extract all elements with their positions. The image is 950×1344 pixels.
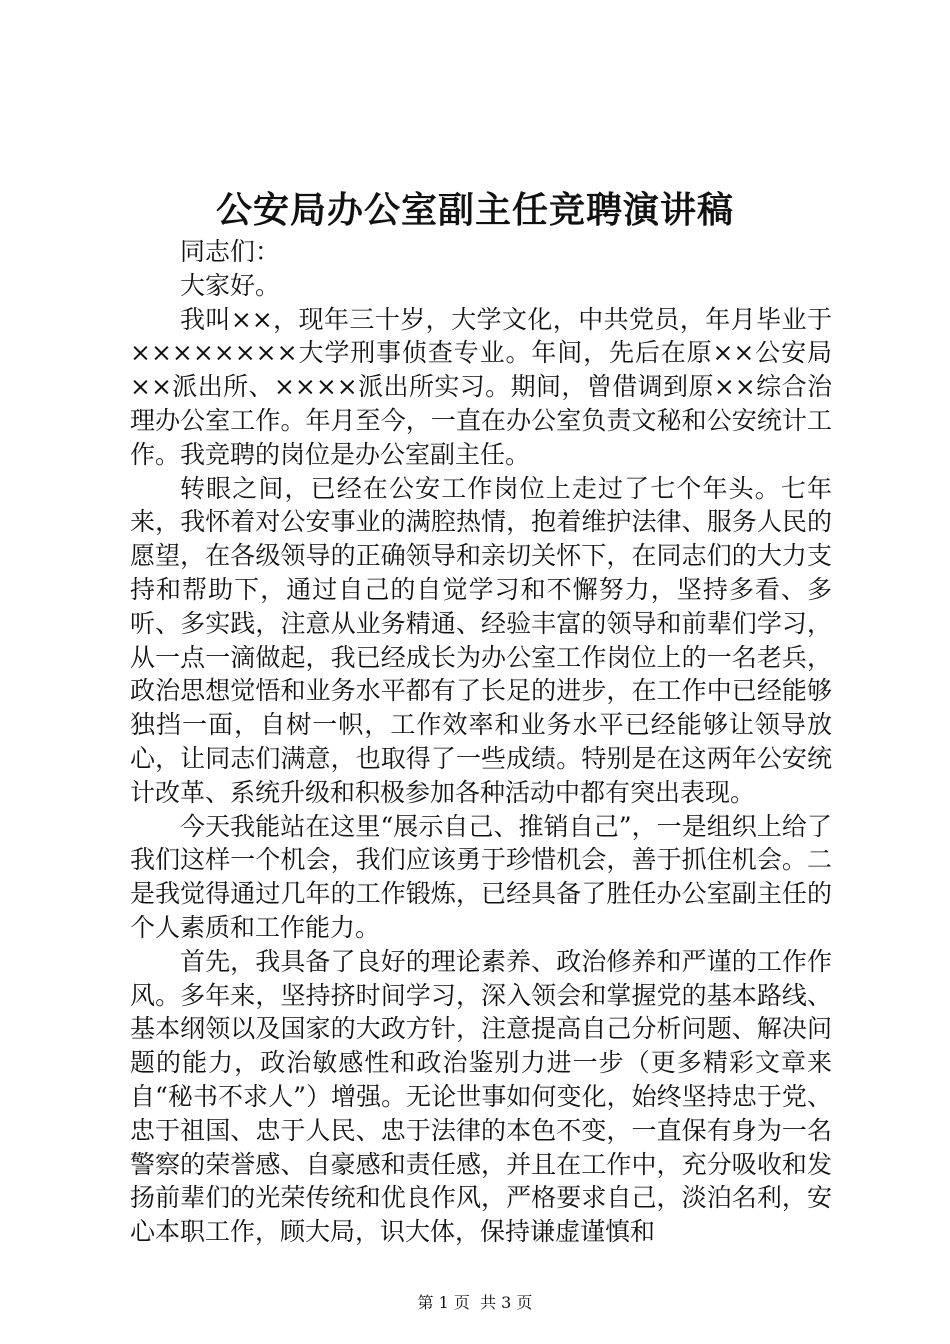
- document-title: 公安局办公室副主任竞聘演讲稿: [215, 189, 734, 231]
- page-number: 第 1 页 共 3 页: [417, 1293, 533, 1312]
- document-body: [130, 235, 832, 1249]
- salutation-paragraph: 大家好。: [180, 270, 281, 300]
- page-footer: [0, 1292, 950, 1314]
- qualification-paragraph: 首先，我具备了良好的理论素养、政治修养和严谨的工作作风。多年来，坚持挤时间学习，深入领会和掌握党的基本路线、基本纲领以及国家的大政方针，注意提高自己分析问题、解决问题的能力，政治敏感性和政治鉴别力进一步（更多精彩文章来自“秘书不求人”）增强。无论世事如何变化，始终坚持忠于党、忠于祖国、忠于人民、忠于法律的本色不变，一直保有身为一名警察的荣誉感、自豪感和责任感，并且在工作中，充分吸收和发扬前辈们的光荣传统和优良作风，严格要求自己，淡泊名利，安心本职工作，顾大局，识大体，保持谦虚谨慎和: [130, 946, 832, 1247]
- opportunity-paragraph: 今天我能站在这里“展示自己、推销自己”，一是组织上给了我们这样一个机会，我们应该勇于珍惜机会，善于抓住机会。二是我觉得通过几年的工作锻炼，已经具备了胜任办公室副主任的个人素质和工作能力。: [130, 811, 832, 942]
- experience-paragraph: 转眼之间，已经在公安工作岗位上走过了七个年头。七年来，我怀着对公安事业的满腔热情，抱着维护法律、服务人民的愿望，在各级领导的正确领导和亲切关怀下，在同志们的大力支持和帮助下，通过自己的自觉学习和不懈努力，坚持多看、多听、多实践，注意从业务精通、经验丰富的领导和前辈们学习，从一点一滴做起，我已经成长为办公室工作岗位上的一名老兵，政治思想觉悟和业务水平都有了长足的进步，在工作中已经能够独挡一面，自树一帜，工作效率和业务水平已经能够让领导放心，让同志们满意，也取得了一些成绩。特别是在这两年公安统计改革、系统升级和积极参加各种活动中都有突出表现。: [130, 473, 832, 807]
- greeting-paragraph: 同志们：: [180, 237, 281, 266]
- introduction-paragraph: 我叫××，现年三十岁，大学文化，中共党员，年月毕业于××××××××大学刑事侦查专业。年间，先后在原××公安局××派出所、××××派出所实习。期间，曾借调到原××综合治理办公室工作。年月至今，一直在办公室负责文秘和公安统计工作。我竞聘的岗位是办公室副主任。: [130, 304, 832, 469]
